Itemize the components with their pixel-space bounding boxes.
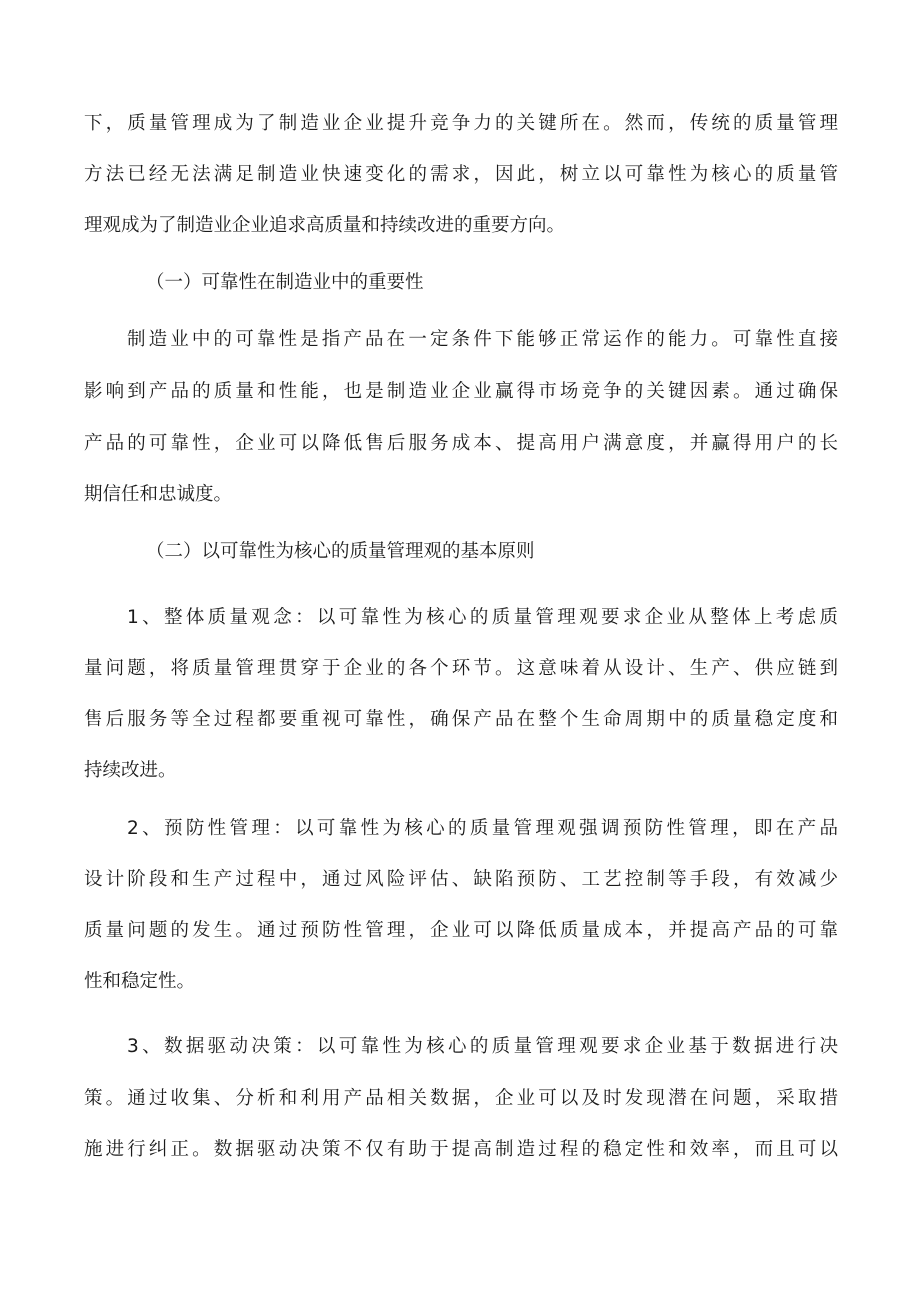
item-1-line-4: 持续改进。 xyxy=(84,760,177,781)
item-2-line-2: 设计阶段和生产过程中，通过风险评估、缺陷预防、工艺控制等手段，有效减少 xyxy=(84,869,838,890)
intro-line-2: 方法已经无法满足制造业快速变化的需求，因此，树立以可靠性为核心的质量管 xyxy=(84,164,838,185)
section-2-heading: （二）以可靠性为核心的质量管理观的基本原则 xyxy=(146,541,535,562)
item-2-line-1: 2、预防性管理：以可靠性为核心的质量管理观强调预防性管理，即在产品 xyxy=(127,818,838,839)
section-1-heading: （一）可靠性在制造业中的重要性 xyxy=(146,272,424,293)
section-1-line-2: 影响到产品的质量和性能，也是制造业企业赢得市场竞争的关键因素。通过确保 xyxy=(84,381,838,402)
item-2-line-3: 质量问题的发生。通过预防性管理，企业可以降低质量成本，并提高产品的可靠 xyxy=(84,920,838,941)
item-2-line-4: 性和稳定性。 xyxy=(84,971,196,992)
item-3-line-3: 施进行纠正。数据驱动决策不仅有助于提高制造过程的稳定性和效率，而且可以 xyxy=(84,1139,838,1160)
section-1-line-1: 制造业中的可靠性是指产品在一定条件下能够正常运作的能力。可靠性直接 xyxy=(127,329,838,350)
section-1-line-3: 产品的可靠性，企业可以降低售后服务成本、提高用户满意度，并赢得用户的长 xyxy=(84,433,838,454)
intro-line-3: 理观成为了制造业企业追求高质量和持续改进的重要方向。 xyxy=(84,215,566,236)
item-3-line-2: 策。通过收集、分析和利用产品相关数据，企业可以及时发现潜在问题，采取措 xyxy=(84,1088,838,1109)
item-3-line-1: 3、数据驱动决策：以可靠性为核心的质量管理观要求企业基于数据进行决 xyxy=(127,1036,838,1057)
intro-line-1: 下，质量管理成为了制造业企业提升竞争力的关键所在。然而，传统的质量管理 xyxy=(84,113,838,134)
item-1-line-2: 量问题，将质量管理贯穿于企业的各个环节。这意味着从设计、生产、供应链到 xyxy=(84,658,838,679)
item-1-line-1: 1、整体质量观念：以可靠性为核心的质量管理观要求企业从整体上考虑质 xyxy=(127,607,838,628)
section-1-line-4: 期信任和忠诚度。 xyxy=(84,484,233,505)
item-1-line-3: 售后服务等全过程都要重视可靠性，确保产品在整个生命周期中的质量稳定度和 xyxy=(84,709,838,730)
